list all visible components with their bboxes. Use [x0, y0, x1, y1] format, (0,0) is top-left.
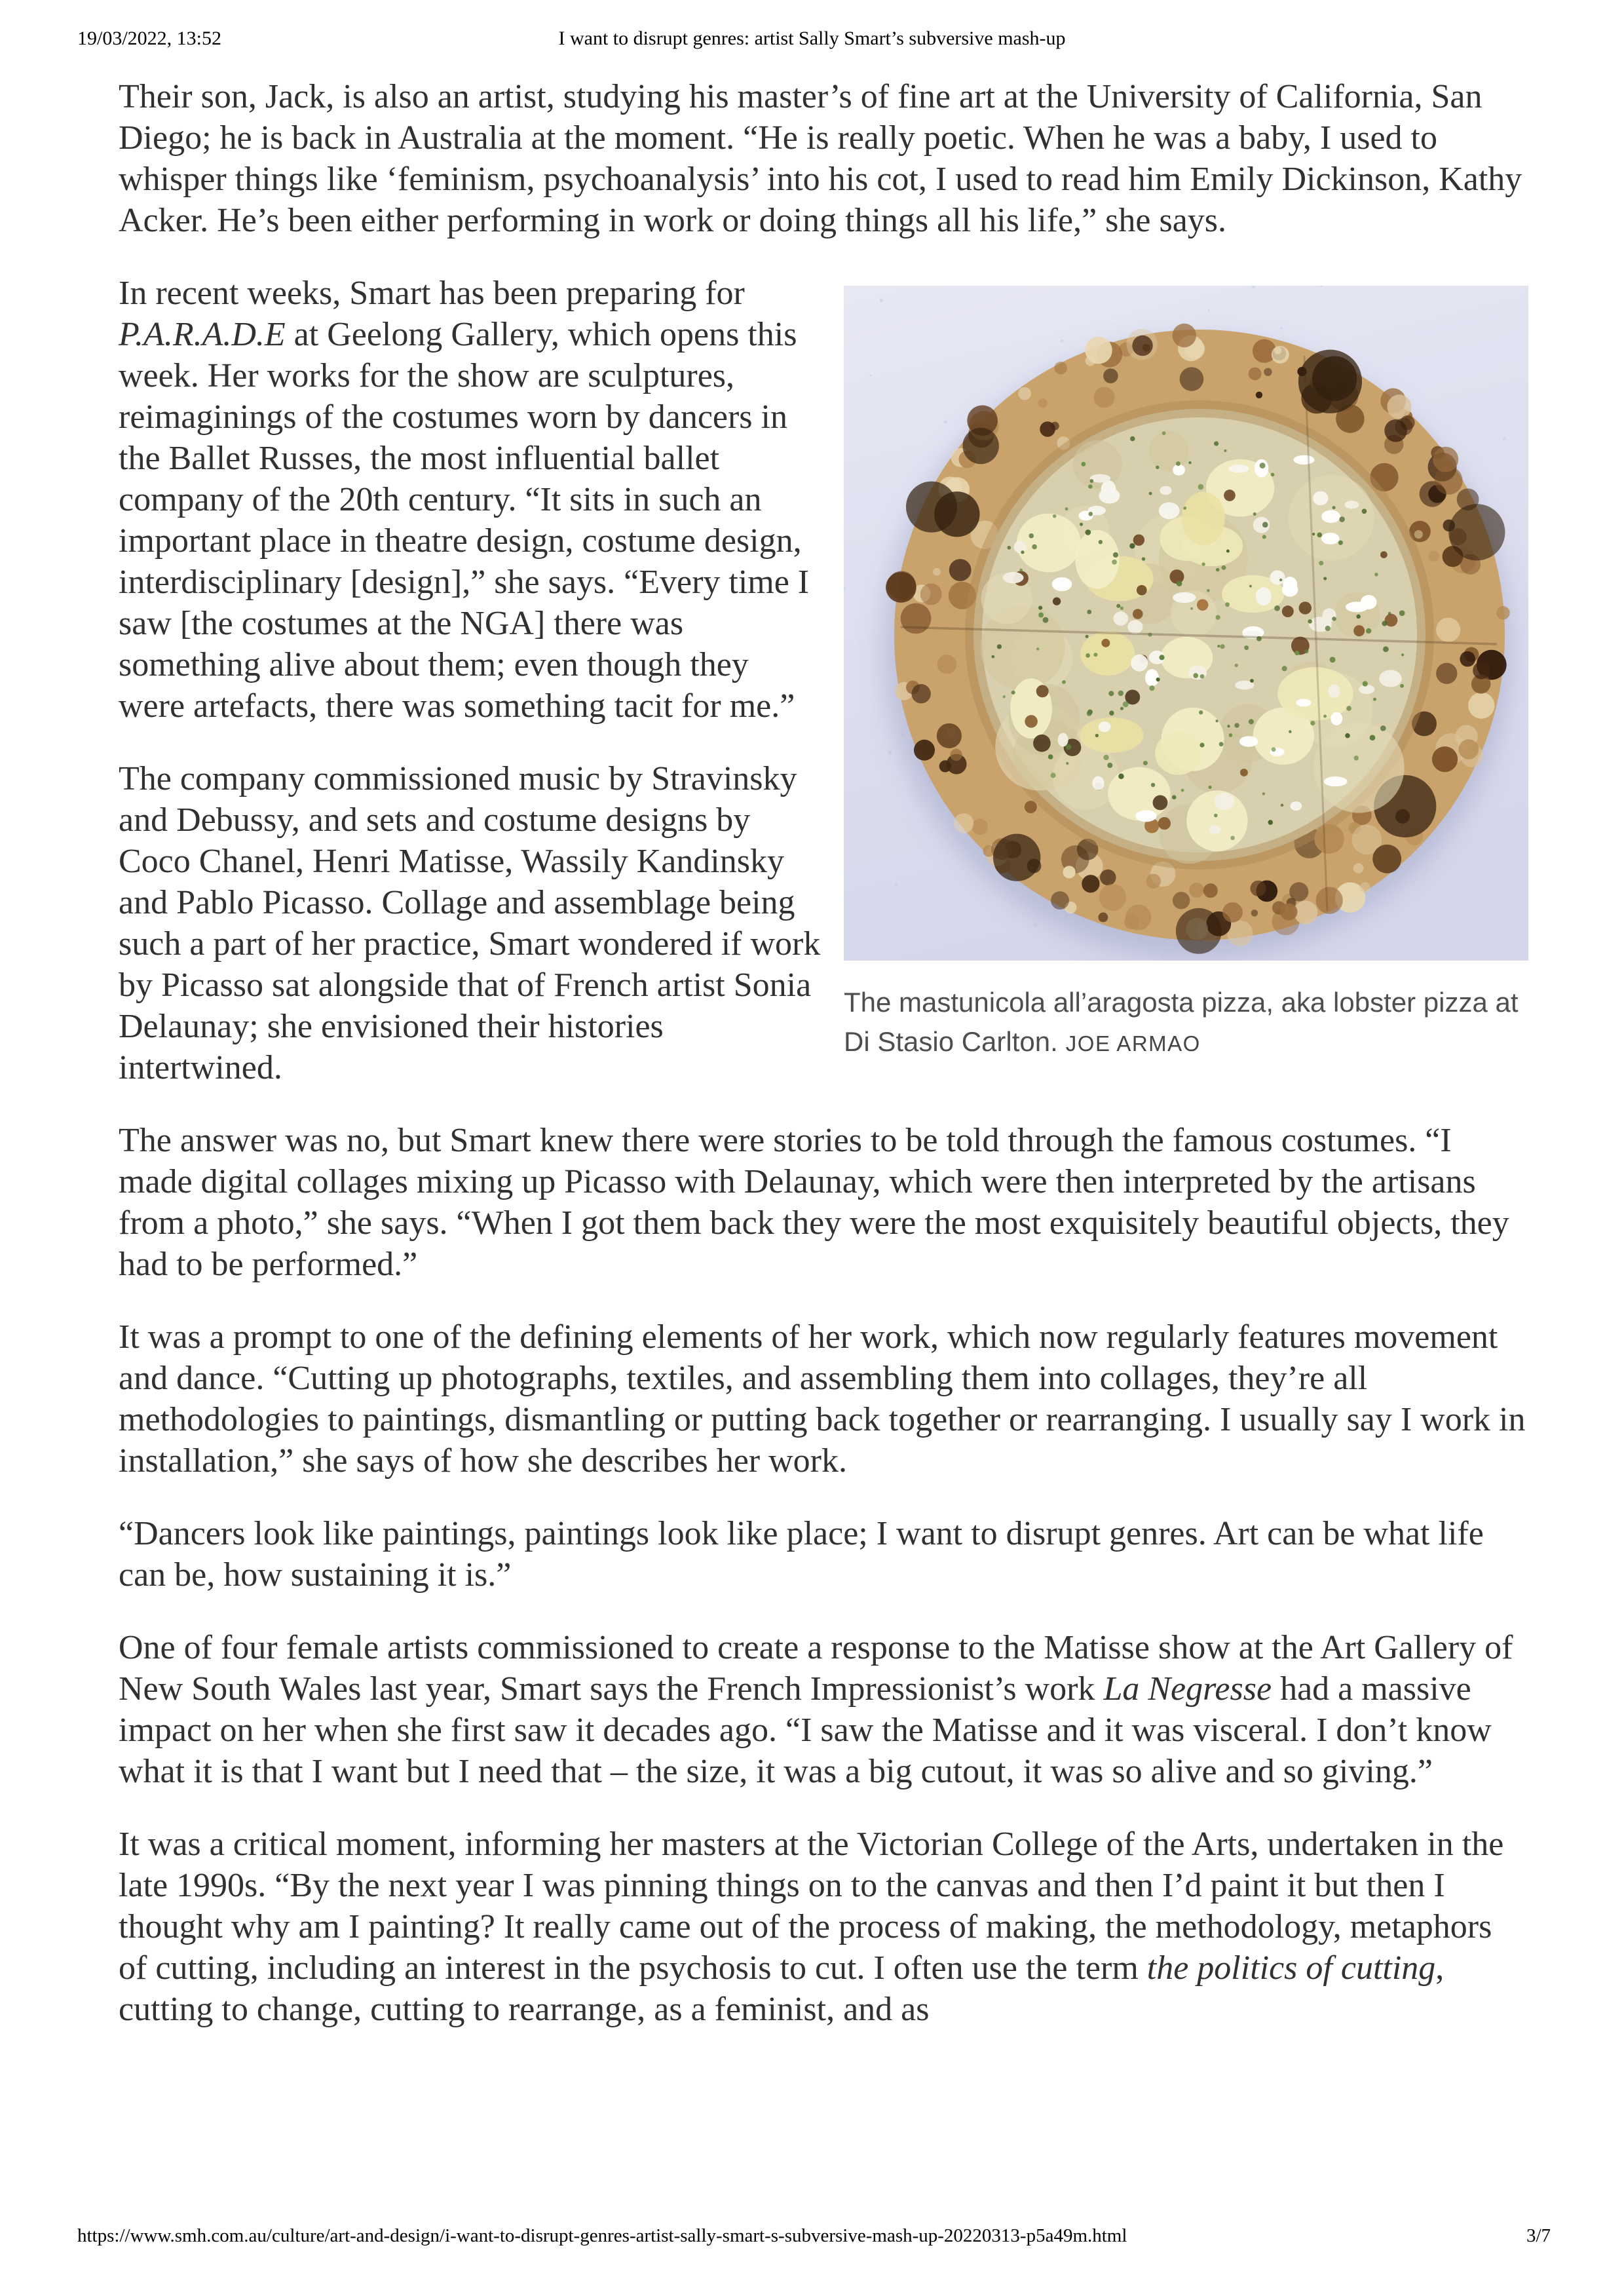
article-paragraph: The answer was no, but Smart knew there were stories to be told through the famous costumes. “I made digital collages mixing up Picasso with Delaunay, which were then interpreted by the artisans from a photo,” she says. “When I got them back they were the most exquisitely beautiful objects, they had to be performed.”: [119, 1122, 1509, 1283]
article-paragraph: One of four female artists commissioned to create a response to the Matisse show at the Art Gallery of New South Wales last year, Smart says the French Impressionist’s work La Negresse had a massive impact on her when she first saw it decades ago. “I saw the Matisse and it was visceral. I don’t know what it is that I want but I need that – the size, it was a big cutout, it was so alive and so giving.”: [119, 1629, 1513, 1790]
photo-caption-text: The mastunicola all’aragosta pizza, aka lobster pizza at Di Stasio Carlton.: [844, 987, 1519, 1057]
lead-paragraph-slot: [119, 76, 1528, 241]
source-url: https://www.smh.com.au/culture/art-and-design/i-want-to-disrupt-genres-artist-sally-smart-s-subversive-mash-up-20220313-p5a49m.html: [77, 2225, 1127, 2246]
page-number: 3/7: [1526, 2225, 1551, 2246]
photo-credit: JOE ARMAO: [1065, 1031, 1201, 1056]
page-title: I want to disrupt genres: artist Sally Smart’s subversive mash-up: [558, 28, 1066, 49]
article-paragraph: The company commissioned music by Stravinsky and Debussy, and sets and costume designs by Coco Chanel, Henri Matisse, Wassily Kandinsky and Pablo Picasso. Collage and assemblage being such a part of her practice, Smart wondered if work by Picasso sat alongside that of French artist Sonia Delaunay; she envisioned their histories intertwined.: [119, 760, 821, 1086]
article-paragraph: In recent weeks, Smart has been preparing for P.A.R.A.D.E at Geelong Gallery, which opens this week. Her works for the show are sculptures, reimaginings of the costumes worn by dancers in the Ballet Russes, the most influential ballet company of the 20th century. “It sits in such an important place in theatre design, costume design, interdisciplinary [design],” she says. “Every time I saw [the costumes at the NGA] there was something alive about them; even though they were artefacts, there was something tacit for me.”: [119, 275, 810, 725]
print-footer: [77, 2225, 1551, 2247]
photo-caption: [844, 983, 1528, 1063]
article-body: [119, 76, 1528, 2061]
article-paragraph: “Dancers look like paintings, paintings look like place; I want to disrupt genres. Art can be what life can be, how sustaining it is.”: [119, 1515, 1484, 1594]
article-figure: [844, 286, 1528, 1063]
article-paragraph: It was a critical moment, informing her masters at the Victorian College of the Arts, undertaken in the late 1990s. “By the next year I was pinning things on to the canvas and then I’d paint it but then I thought why am I painting? It really came out of the process of making, the methodology, metaphors of cutting, including an interest in the psychosis to cut. I often use the term the politics of cutting, cutting to change, cutting to rearrange, as a feminist, and as: [119, 1826, 1504, 2028]
article-paragraph: Their son, Jack, is also an artist, studying his master’s of fine art at the University of California, San Diego; he is back in Australia at the moment. “He is really poetic. When he was a baby, I used to whisper things like ‘feminism, psychoanalysis’ into his cot, I used to read him Emily Dickinson, Kathy Acker. He’s been either performing in work or doing things all his life,” she says.: [119, 78, 1522, 239]
pizza-photo: [844, 286, 1528, 961]
article-paragraph: It was a prompt to one of the defining elements of her work, which now regularly features movement and dance. “Cutting up photographs, textiles, and assembling them into collages, they’re all methodologies to paintings, dismantling or putting back together or rearranging. I usually say I work in installation,” she says of how she describes her work.: [119, 1318, 1526, 1480]
print-datetime: 19/03/2022, 13:52: [77, 28, 222, 49]
print-header: [77, 28, 1547, 56]
